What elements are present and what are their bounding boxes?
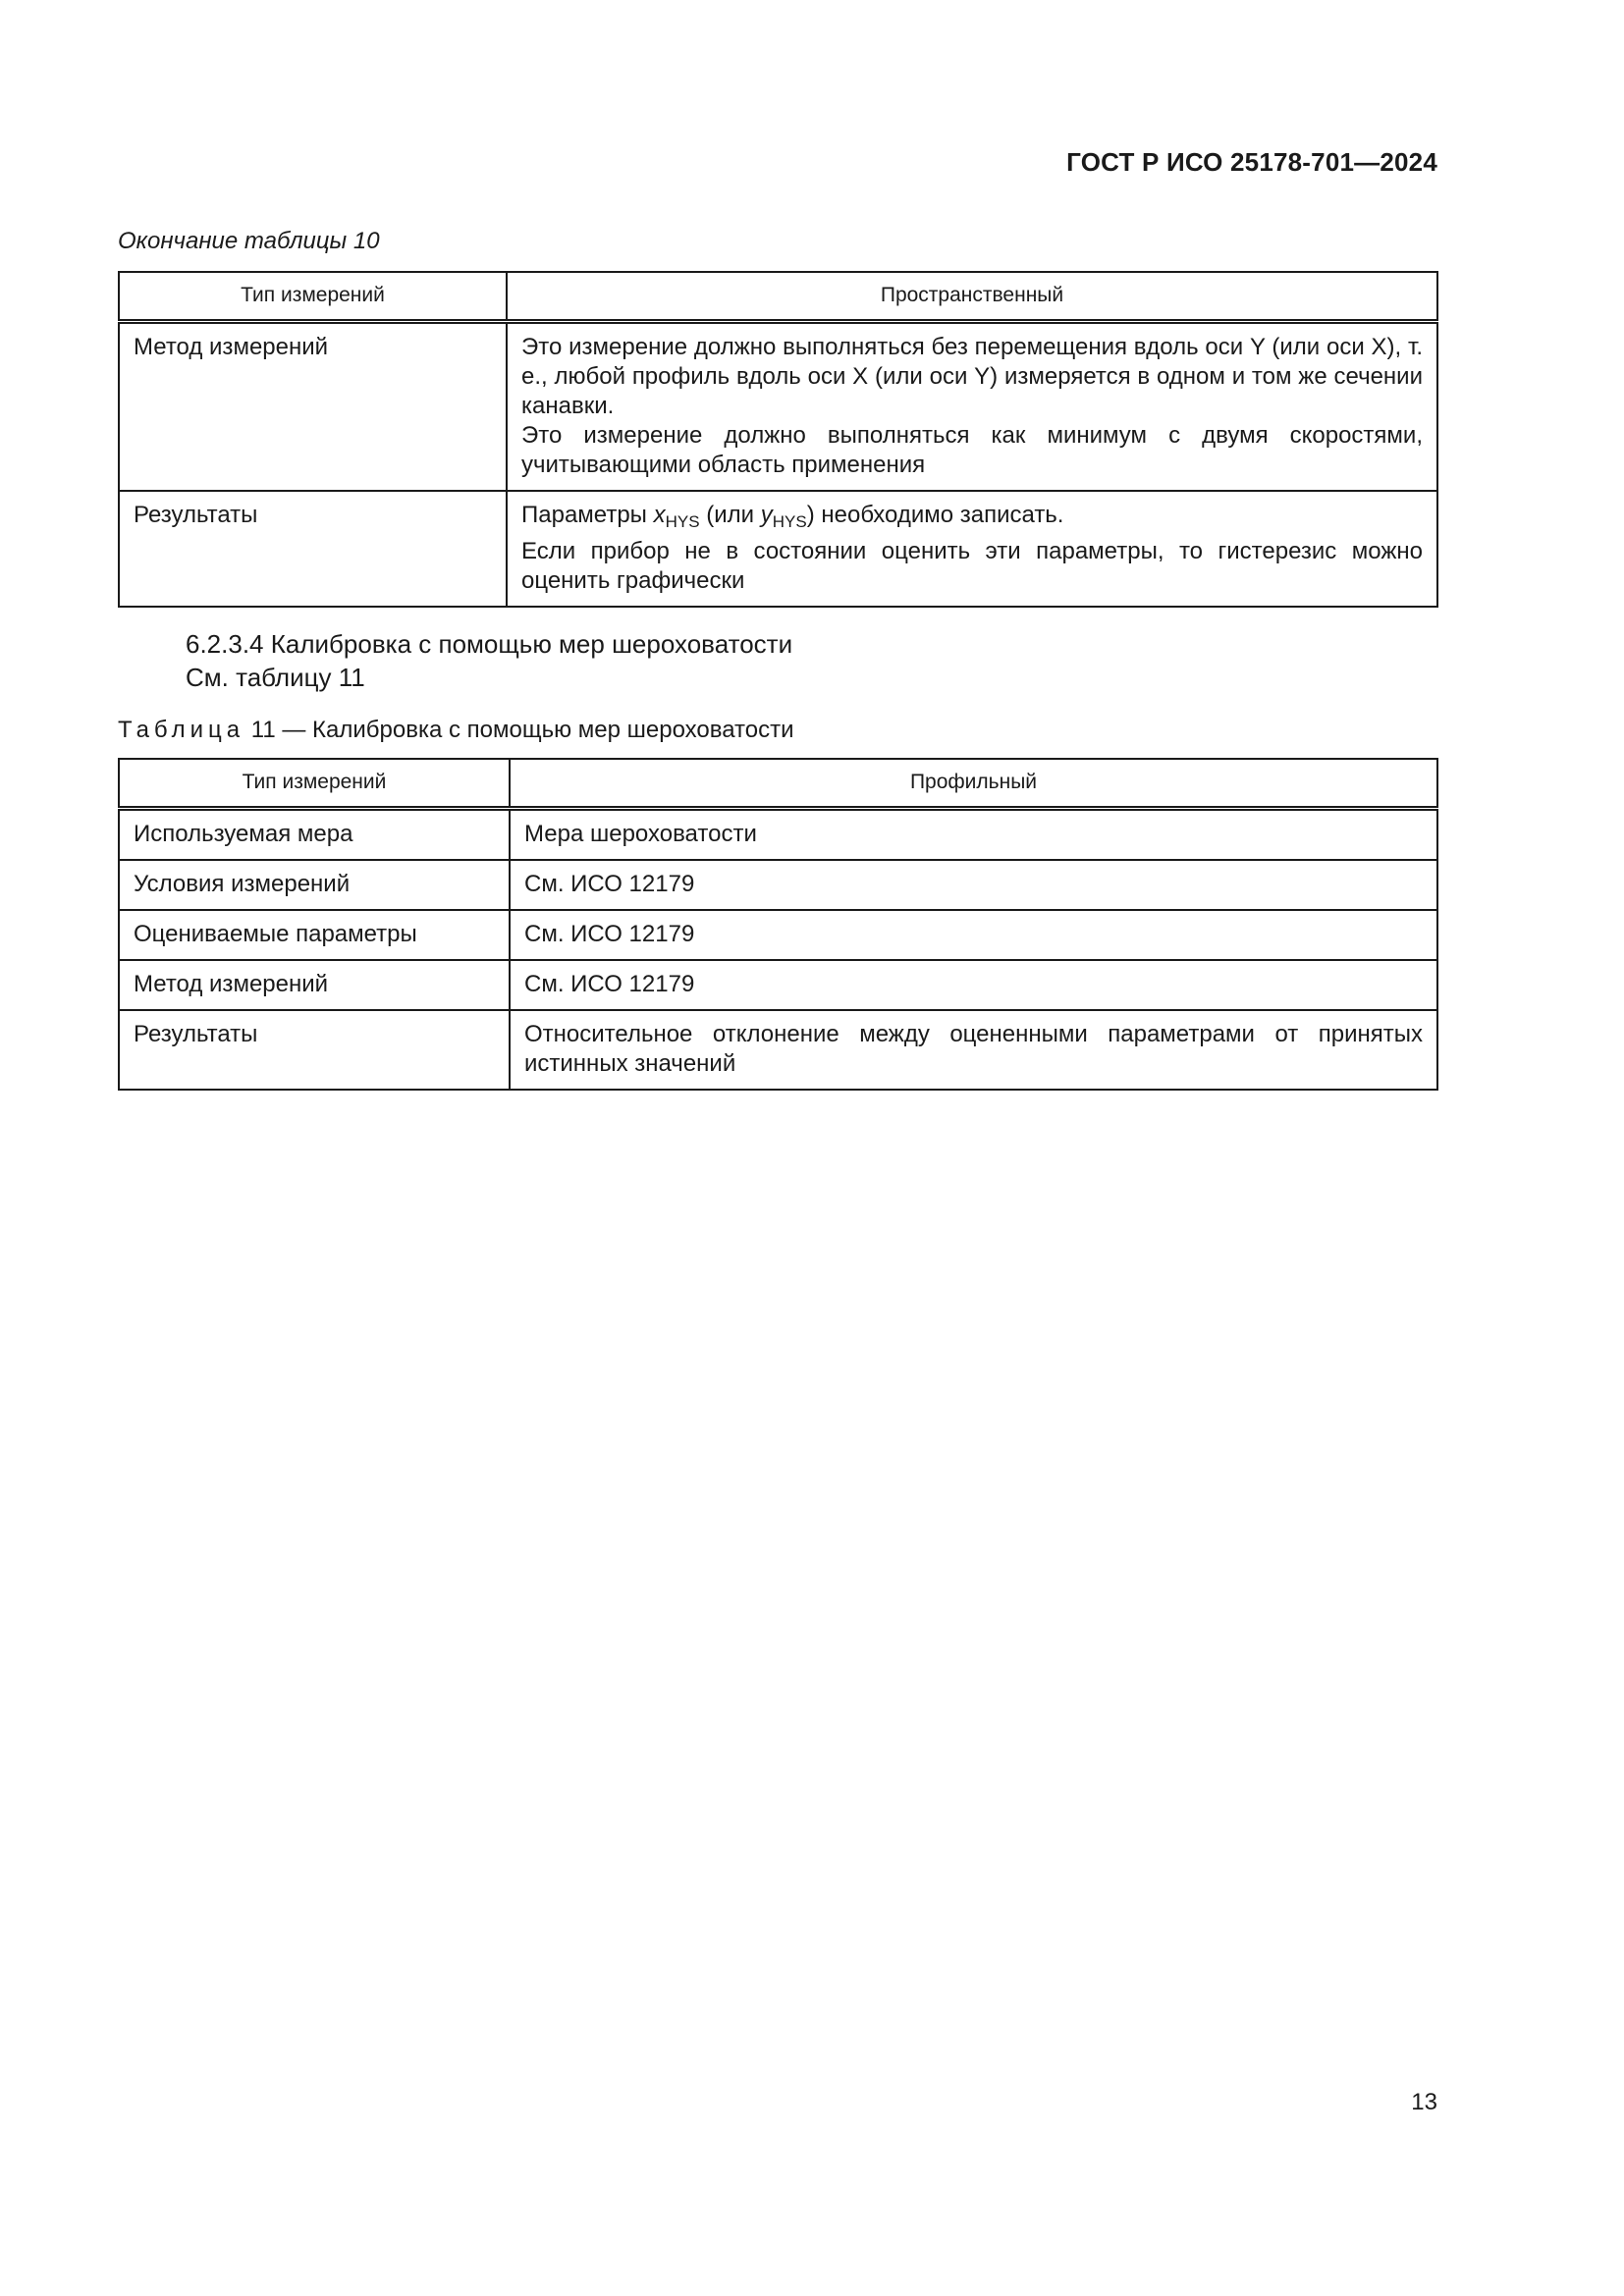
- row-value: Относительное отклонение между оцененными параметрами от принятых истинных значений: [510, 1010, 1437, 1090]
- variable-x: x: [653, 502, 666, 528]
- table-row: [119, 910, 1437, 960]
- table-row: [119, 809, 1437, 861]
- variable-y: y: [760, 502, 773, 528]
- results-suffix: ) необходимо записать.: [806, 502, 1064, 528]
- results-prefix: Параметры: [521, 502, 654, 528]
- header-cell-profile: Профильный: [510, 759, 1437, 809]
- header-cell-spatial: Пространственный: [507, 272, 1437, 322]
- row-label: Оцениваемые параметры: [119, 910, 510, 960]
- results-text-line1: [521, 501, 1423, 537]
- section-reference: См. таблицу 11: [186, 663, 365, 692]
- subscript-x: HYS: [665, 512, 700, 531]
- table-row: [119, 960, 1437, 1010]
- table-11: [118, 758, 1438, 1091]
- row-label-method: Метод измерений: [119, 322, 507, 492]
- row-label: Используемая мера: [119, 809, 510, 861]
- page-number: 13: [1411, 2089, 1437, 2115]
- row-label: Условия измерений: [119, 860, 510, 910]
- table-row: [119, 322, 1437, 492]
- method-text-line1: Это измерение должно выполняться без перемещения вдоль оси Y (или оси X), т. е., любой профиль вдоль оси X (или оси Y) измеряется в одном и том же сечении канавки.: [521, 334, 1423, 419]
- header-cell-measurement-type: Тип измерений: [119, 759, 510, 809]
- row-value: См. ИСО 12179: [510, 860, 1437, 910]
- subscript-y: HYS: [772, 512, 807, 531]
- row-label-results: Результаты: [119, 491, 507, 607]
- row-label: Метод измерений: [119, 960, 510, 1010]
- table-header-row: [119, 272, 1437, 322]
- table-11-caption: [118, 717, 794, 744]
- table-continuation-caption: Окончание таблицы 10: [118, 228, 380, 254]
- row-value: Мера шероховатости: [510, 809, 1437, 861]
- row-value: См. ИСО 12179: [510, 910, 1437, 960]
- table-caption-title: 11 — Калибровка с помощью мер шероховатости: [244, 717, 794, 743]
- table-caption-word: Таблица: [118, 717, 245, 743]
- row-label: Результаты: [119, 1010, 510, 1090]
- row-value: См. ИСО 12179: [510, 960, 1437, 1010]
- method-text-line2: Это измерение должно выполняться как минимум с двумя скоростями, учитывающими область применения: [521, 422, 1423, 478]
- results-text-line2: Если прибор не в состоянии оценить эти параметры, то гистерезис можно оценить графически: [521, 538, 1423, 594]
- header-cell-measurement-type: Тип измерений: [119, 272, 507, 322]
- table-row: [119, 491, 1437, 607]
- row-value-results: [507, 491, 1437, 607]
- row-value-method: [507, 322, 1437, 492]
- table-10: [118, 271, 1438, 608]
- table-header-row: [119, 759, 1437, 809]
- section-heading: 6.2.3.4 Калибровка с помощью мер шероховатости: [186, 629, 793, 659]
- table-row: [119, 860, 1437, 910]
- table-row: [119, 1010, 1437, 1090]
- results-mid: (или: [699, 502, 761, 528]
- document-header: ГОСТ Р ИСО 25178-701—2024: [1066, 147, 1437, 177]
